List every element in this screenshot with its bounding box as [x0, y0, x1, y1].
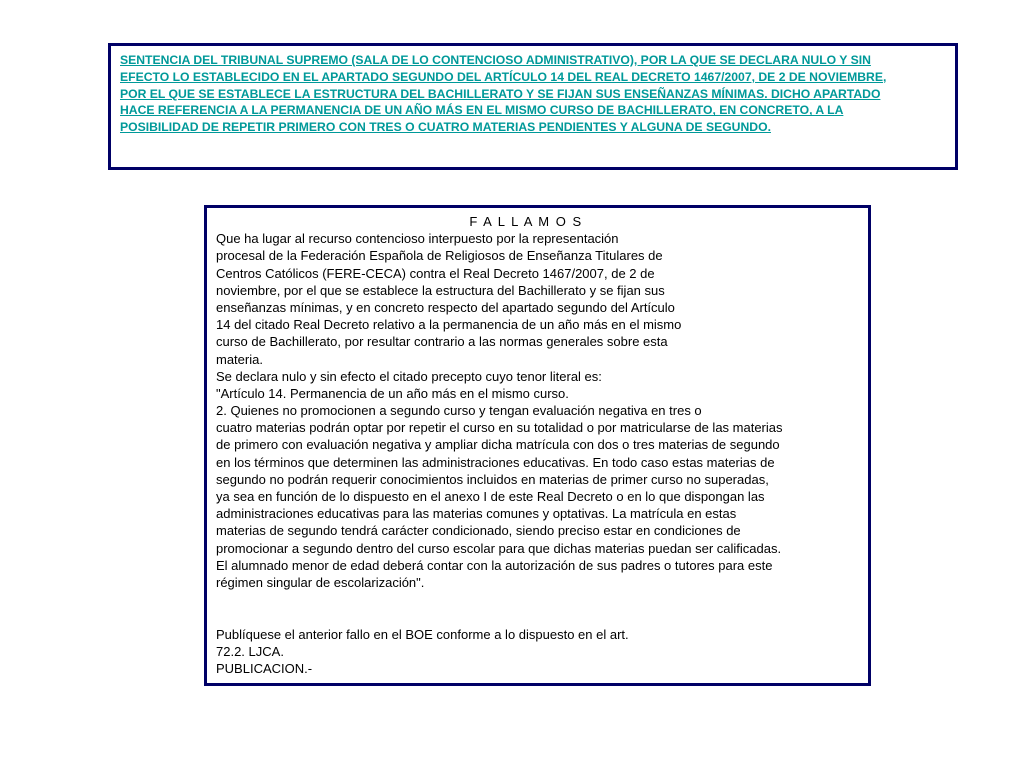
ruling-text [216, 213, 866, 677]
blank-line [216, 608, 866, 625]
title-line: EFECTO LO ESTABLECIDO EN EL APARTADO SEGUNDO DEL ARTÍCULO 14 DEL REAL DECRETO 1467/2007, DE 2 DE NOVIEMBRE, [120, 69, 887, 84]
ruling-line: Se declara nulo y sin efecto el citado precepto cuyo tenor literal es: [216, 368, 602, 384]
ruling-line: "Artículo 14. Permanencia de un año más en el mismo curso. [216, 385, 569, 401]
title-line: POSIBILIDAD DE REPETIR PRIMERO CON TRES O CUATRO MATERIAS PENDIENTES Y ALGUNA DE SEGUNDO. [120, 120, 771, 135]
ruling-line: Centros Católicos (FERE-CECA) contra el Real Decreto 1467/2007, de 2 de [216, 265, 655, 281]
ruling-line: ya sea en función de lo dispuesto en el anexo I de este Real Decreto o en lo que dispongan las [216, 489, 765, 504]
ruling-line: en los términos que determinen las administraciones educativas. En todo caso estas materias de [216, 454, 775, 470]
ruling-line: noviembre, por el que se establece la estructura del Bachillerato y se fijan sus [216, 282, 665, 298]
ruling-line: materias de segundo tendrá carácter condicionado, siendo preciso estar en condiciones de [216, 523, 741, 539]
ruling-line: Que ha lugar al recurso contencioso interpuesto por la representación [216, 231, 619, 247]
ruling-line: cuatro materias podrán optar por repetir el curso en su totalidad o por matricularse de las materias [216, 420, 783, 436]
title-line: HACE REFERENCIA A LA PERMANENCIA DE UN AÑO MÁS EN EL MISMO CURSO DE BACHILLERATO, EN CONCRETO, A LA [120, 103, 844, 118]
ruling-line: El alumnado menor de edad deberá contar con la autorización de sus padres o tutores para este [216, 557, 773, 573]
ruling-line: 14 del citado Real Decreto relativo a la permanencia de un año más en el mismo [216, 317, 682, 333]
ruling-line: régimen singular de escolarización". [216, 574, 425, 590]
ruling-line: promocionar a segundo dentro del curso escolar para que dichas materias puedan ser calificadas. [216, 540, 782, 556]
ruling-line: 2. Quienes no promocionen a segundo curso y tengan evaluación negativa en tres o [216, 403, 702, 419]
ruling-line: curso de Bachillerato, por resultar contrario a las normas generales sobre esta [216, 334, 668, 350]
closing-line: 72.2. LJCA. [216, 643, 284, 659]
ruling-line: procesal de la Federación Española de Religiosos de Enseñanza Titulares de [216, 248, 663, 264]
title-line: SENTENCIA DEL TRIBUNAL SUPREMO (SALA DE LO CONTENCIOSO ADMINISTRATIVO), POR LA QUE SE DECLARA NULO Y SIN [120, 53, 871, 67]
ruling-line: enseñanzas mínimas, y en concreto respecto del apartado segundo del Artículo [216, 299, 675, 315]
ruling-line: de primero con evaluación negativa y ampliar dicha matrícula con dos o tres materias de segundo [216, 437, 780, 453]
title-line: POR EL QUE SE ESTABLECE LA ESTRUCTURA DEL BACHILLERATO Y SE FIJAN SUS ENSEÑANZAS MÍNIMAS. DICHO APARTADO [120, 86, 881, 101]
closing-line: PUBLICACION.- [216, 660, 313, 676]
closing-line: Publíquese el anterior fallo en el BOE conforme a lo dispuesto en el art. [216, 626, 629, 642]
ruling-line: segundo no podrán requerir conocimientos incluidos en materias de primer curso no superadas, [216, 471, 769, 487]
blank-line [216, 591, 866, 608]
ruling-frame [204, 205, 871, 686]
ruling-heading: F A L L A M O S [469, 214, 583, 229]
sentence-title-link[interactable] [120, 52, 950, 136]
title-frame [108, 43, 958, 170]
ruling-line: materia. [216, 351, 263, 367]
ruling-line: administraciones educativas para las materias comunes y optativas. La matrícula en estas [216, 506, 737, 522]
